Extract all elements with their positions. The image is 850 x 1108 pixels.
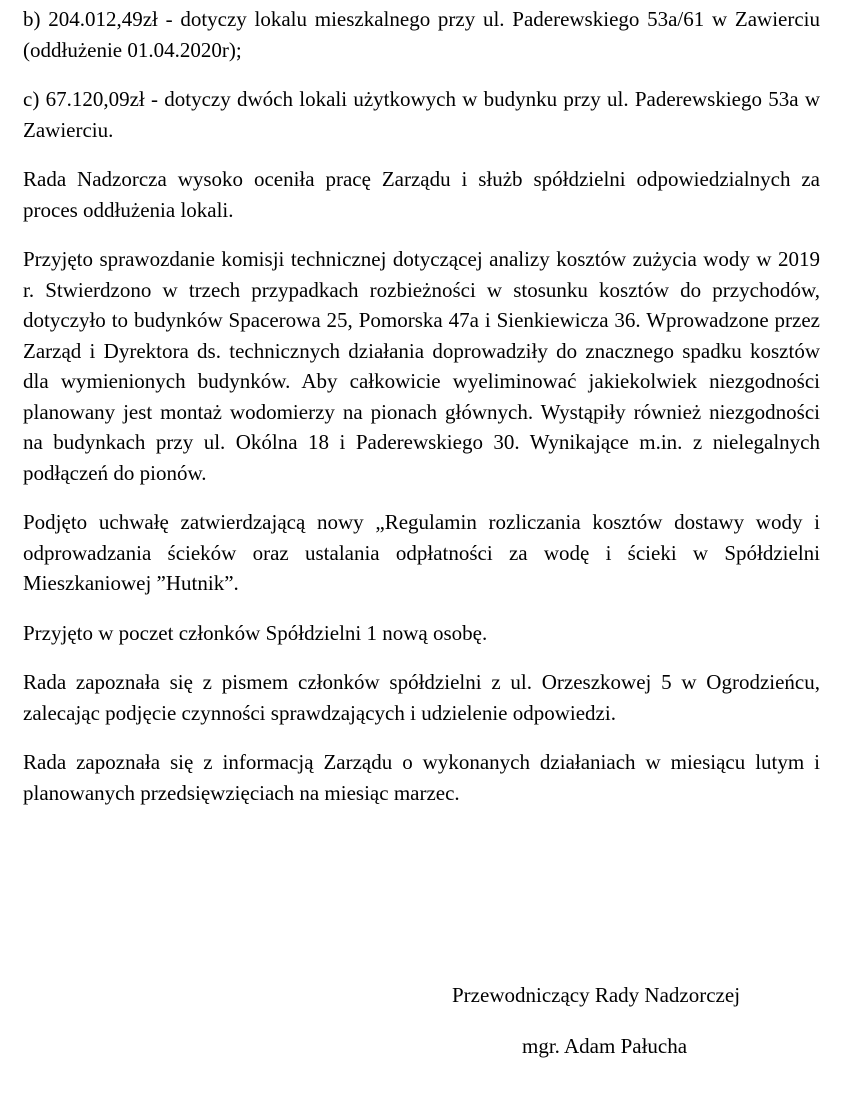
paragraph-item-c: c) 67.120,09zł - dotyczy dwóch lokali użytkowych w budynku przy ul. Paderewskiego 53a w Zawierciu.: [23, 87, 820, 142]
paragraph-letter: Rada zapoznała się z pismem członków spółdzielni z ul. Orzeszkowej 5 w Ogrodzieńcu, zalecając podjęcie czynności sprawdzających i udzielenie odpowiedzi.: [23, 670, 820, 725]
paragraph-item-b: b) 204.012,49zł - dotyczy lokalu mieszkalnego przy ul. Paderewskiego 53a/61 w Zawierciu (oddłużenie 01.04.2020r);: [23, 7, 820, 62]
paragraph-technical-report: Przyjęto sprawozdanie komisji technicznej dotyczącej analizy kosztów zużycia wody w 2019 r. Stwierdzono w trzech przypadkach rozbieżności w stosunku kosztów do przychodów, dotyczyło to budynków Spacerowa 25, Pomorska 47a i Sienkiewicza 36. Wprowadzone przez Zarząd i Dyrektora ds. technicznych działania doprowadziły do znacznego spadku kosztów dla wymienionych budynków. Aby całkowicie wyeliminować jakiekolwiek niezgodności planowany jest montaż wodomierzy na pionach głównych. Wystąpiły również niezgodności na budynkach przy ul. Okólna 18 i Paderewskiego 30. Wynikające m.in. z nielegalnych podłączeń do pionów.: [23, 247, 820, 485]
paragraph-board-info: Rada zapoznała się z informacją Zarządu o wykonanych działaniach w miesiącu lutym i planowanych przedsięwzięciach na miesiąc marzec.: [23, 750, 820, 805]
signature-title: Przewodniczący Rady Nadzorczej: [452, 983, 741, 1007]
document-body: [23, 4, 820, 827]
paragraph-resolution: Podjęto uchwałę zatwierdzającą nowy „Regulamin rozliczania kosztów dostawy wody i odprowadzania ścieków oraz ustalania odpłatności za wodę i ścieki w Spółdzielni Mieszkaniowej ”Hutnik”.: [23, 510, 820, 595]
signature-name: mgr. Adam Pałucha: [522, 1034, 688, 1058]
paragraph-evaluation: Rada Nadzorcza wysoko oceniła pracę Zarządu i służb spółdzielni odpowiedzialnych za proces oddłużenia lokali.: [23, 167, 820, 222]
paragraph-new-member: Przyjęto w poczet członków Spółdzielni 1 nową osobę.: [23, 620, 488, 645]
